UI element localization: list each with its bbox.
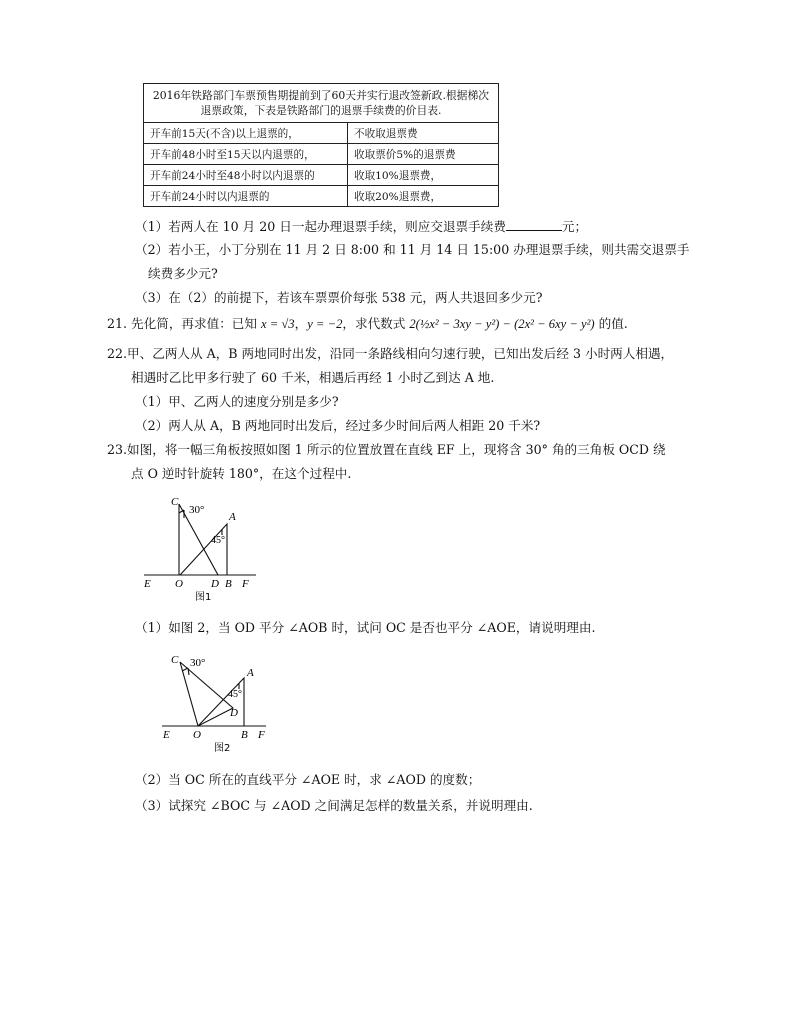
label-e: E bbox=[144, 578, 151, 590]
q21-text-a: 先化简，再求值：已知 bbox=[131, 316, 257, 331]
label-30: 30° bbox=[189, 504, 205, 516]
label-45: 45° bbox=[228, 689, 242, 700]
table-row bbox=[144, 186, 499, 207]
q22-line2: 相遇时乙比甲多行驶了 60 千米，相遇后再经 1 小时乙到达 A 地. bbox=[131, 370, 495, 385]
question-number: 22. bbox=[107, 346, 128, 361]
q21-x-value: x = √3 bbox=[261, 317, 295, 331]
label-o: O bbox=[175, 578, 183, 590]
fee-cell: 不收取退票费 bbox=[348, 123, 499, 144]
table-row bbox=[144, 165, 499, 186]
label-e: E bbox=[163, 729, 170, 741]
table-row bbox=[144, 123, 499, 144]
q20-part1-text: （1）若两人在 10 月 20 日一起办理退票手续，则应交退票手续费 bbox=[135, 219, 506, 234]
fee-cell: 收取10%退票费， bbox=[348, 165, 499, 186]
q22-part1: （1）甲、乙两人的速度分别是多少? bbox=[135, 394, 339, 409]
label-c: C bbox=[171, 654, 179, 666]
label-d: D bbox=[230, 707, 238, 719]
q20-part2-line1: （2）若小王，小丁分别在 11 月 2 日 8:00 和 11 月 14 日 15:00 办理退票手续，则共需交退票手 bbox=[135, 242, 690, 257]
figure-1 bbox=[140, 492, 260, 604]
q21-expression: 2(½x² − 3xy − y²) − (2x² − 6xy − y²) bbox=[409, 317, 595, 331]
angle-tick-c bbox=[182, 668, 188, 671]
label-a: A bbox=[247, 667, 254, 679]
caption-line-1: 2016年铁路部门车票预售期提前到了60天并实行退改签新政.根据梯次 bbox=[152, 89, 490, 102]
refund-fee-table bbox=[143, 83, 499, 207]
q20-part1 bbox=[135, 218, 587, 235]
label-o: O bbox=[193, 729, 201, 741]
label-45: 45° bbox=[211, 535, 225, 546]
q21-sep: ， bbox=[294, 316, 308, 331]
q23-part1: （1）如图 2，当 OD 平分 ∠AOB 时，试问 OC 是否也平分 ∠AOE，请说明理由. bbox=[135, 620, 596, 635]
table-row bbox=[144, 144, 499, 165]
question-number: 21. bbox=[107, 316, 128, 331]
figure-1-caption: 图1 bbox=[195, 592, 212, 603]
fee-cell: 收取票价5%的退票费 bbox=[348, 144, 499, 165]
q21-text-c: 的值. bbox=[598, 316, 628, 331]
condition-cell: 开车前24小时至48小时以内退票的 bbox=[144, 165, 348, 186]
label-b: B bbox=[241, 729, 248, 741]
label-a: A bbox=[229, 511, 236, 523]
q21-y-value: y = −2 bbox=[307, 317, 343, 331]
answer-blank[interactable] bbox=[506, 218, 562, 231]
q20-part3: （3）在（2）的前提下，若该车票票价每张 538 元，两人共退回多少元? bbox=[135, 290, 543, 305]
label-c: C bbox=[171, 496, 179, 508]
q23-line1-text: 如图，将一幅三角板按照如图 1 所示的位置放置在直线 EF 上，现将含 30° 角的三角板 OCD 绕 bbox=[127, 442, 666, 457]
fee-cell: 收取20%退票费， bbox=[348, 186, 499, 207]
label-d: D bbox=[211, 578, 219, 590]
condition-cell: 开车前48小时至15天以内退票的， bbox=[144, 144, 348, 165]
label-f: F bbox=[242, 578, 249, 590]
q21 bbox=[107, 316, 628, 332]
figure-2-caption: 图2 bbox=[214, 743, 231, 754]
q22-line1-text: 甲、乙两人从 A，B 两地同时出发，沿同一条路线相向匀速行驶，已知出发后经 3 小时两人相遇， bbox=[127, 346, 674, 361]
q23-line1 bbox=[107, 442, 666, 458]
caption-line-2: 退票政策，下表是铁路部门的退票手续费的价目表. bbox=[200, 104, 442, 117]
condition-cell: 开车前24小时以内退票的 bbox=[144, 186, 348, 207]
question-number: 23. bbox=[107, 442, 128, 457]
q21-text-b: ，求代数式 bbox=[342, 316, 406, 331]
figure-2 bbox=[158, 650, 278, 754]
table-caption bbox=[144, 84, 499, 123]
triangle-oab bbox=[180, 524, 227, 575]
q23-part2: （2）当 OC 所在的直线平分 ∠AOE 时，求 ∠AOD 的度数； bbox=[135, 772, 481, 787]
label-b: B bbox=[225, 578, 232, 590]
label-30: 30° bbox=[190, 657, 206, 669]
q23-part3: （3）试探究 ∠BOC 与 ∠AOD 之间满足怎样的数量关系，并说明理由. bbox=[135, 798, 533, 813]
q22-part2: （2）两人从 A，B 两地同时出发后，经过多少时间后两人相距 20 千米? bbox=[135, 418, 541, 433]
q20-part1-unit: 元； bbox=[561, 219, 588, 234]
condition-cell: 开车前15天(不含)以上退票的， bbox=[144, 123, 348, 144]
q20-part2-line2: 续费多少元? bbox=[148, 266, 218, 281]
q23-line2: 点 O 逆时针旋转 180°，在这个过程中. bbox=[131, 466, 352, 481]
label-f: F bbox=[258, 729, 265, 741]
q22-line1 bbox=[107, 346, 673, 362]
